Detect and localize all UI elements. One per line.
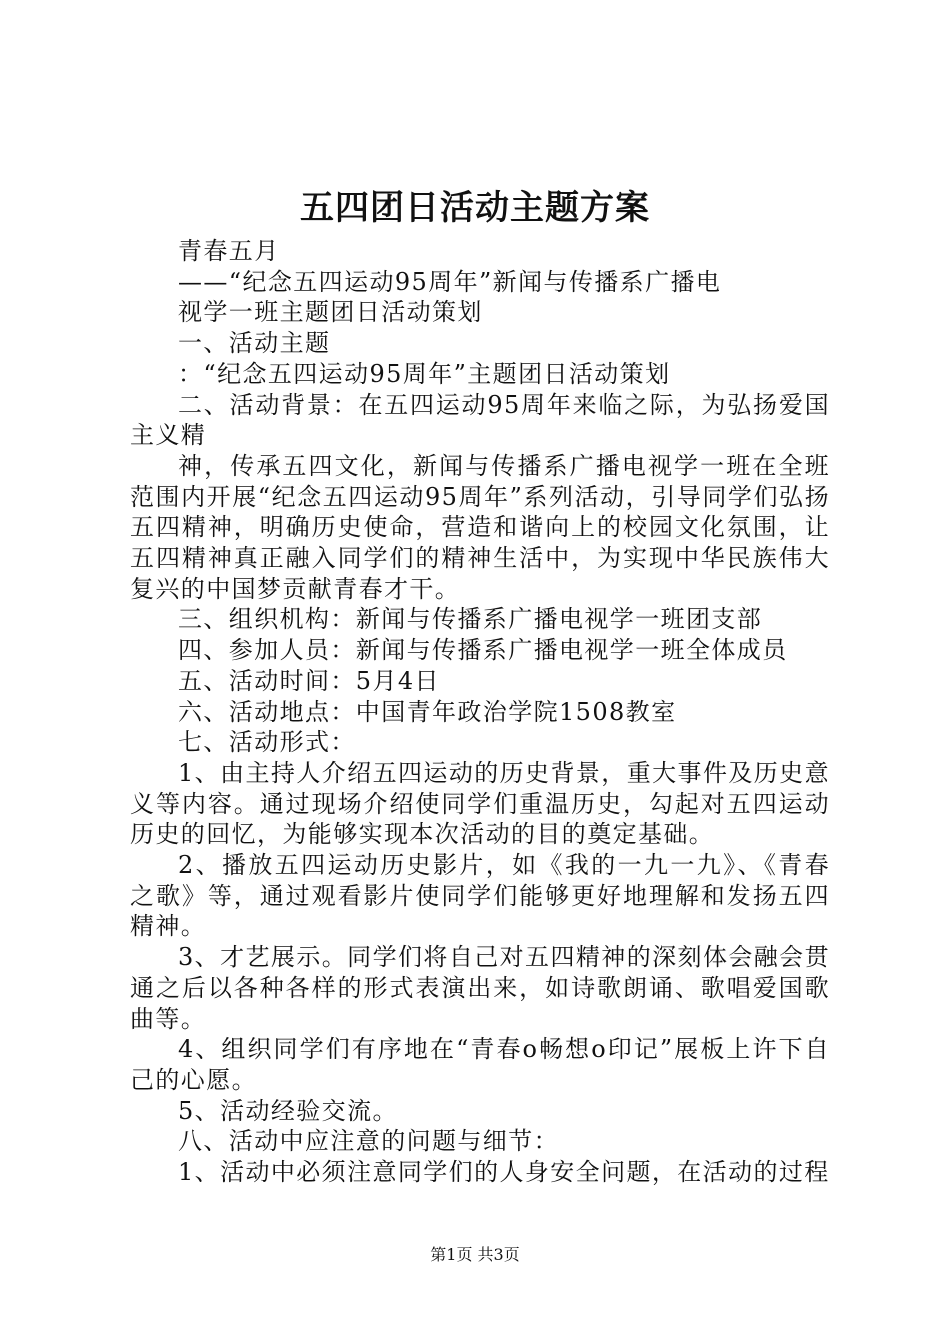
section-heading: 一、活动主题 — [178, 329, 331, 358]
section-heading: 四、参加人员：新闻与传播系广播电视学一班全体成员 — [178, 636, 788, 665]
paragraph-subtitle-line: ——“纪念五四运动95周年”新闻与传播系广播电 — [178, 267, 722, 296]
list-item: 5、活动经验交流。 — [178, 1096, 398, 1125]
paragraph: 神，传承五四文化，新闻与传播系广播电视学一班在全班范围内开展“纪念五四运动95周年”系列活动，引导同学们弘扬五四精神，明确历史使命，营造和谐向上的校园文化氛围，让五四精神真正融入同学们的精神生活中，为实现中华民族伟大复兴的中国梦贡献青春才干。 — [130, 451, 830, 603]
section-heading: 三、组织机构：新闻与传播系广播电视学一班团支部 — [178, 605, 763, 634]
list-item: 4、组织同学们有序地在“青春o畅想o印记”展板上许下自己的心愿。 — [130, 1035, 830, 1094]
paragraph: ：“纪念五四运动95周年”主题团日活动策划 — [178, 359, 671, 388]
section-heading: 二、活动背景：在五四运动95周年来临之际，为弘扬爱国主义精 — [130, 390, 830, 450]
section-heading: 七、活动形式： — [178, 728, 356, 757]
list-item: 2、播放五四运动历史影片，如《我的一九一九》、《青春之歌》等，通过观看影片使同学们能够更好地理解和发扬五四精神。 — [130, 851, 830, 941]
list-item: 1、由主持人介绍五四运动的历史背景，重大事件及历史意义等内容。通过现场介绍使同学们重温历史，勾起对五四运动历史的回忆，为能够实现本次活动的目的奠定基础。 — [130, 758, 830, 849]
document-title: 五四团日活动主题方案 — [300, 188, 650, 228]
paragraph-subtitle-line: 视学一班主题团日活动策划 — [178, 298, 483, 327]
paragraph-subtitle: 青春五月 — [178, 237, 280, 265]
page-footer: 第1页 共3页 — [430, 1245, 520, 1264]
document-body — [130, 236, 830, 1188]
section-heading: 六、活动地点：中国青年政治学院1508教室 — [178, 697, 677, 726]
section-heading: 五、活动时间：5月4日 — [178, 666, 440, 695]
section-heading: 八、活动中应注意的问题与细节： — [178, 1127, 559, 1156]
list-item: 3、才艺展示。同学们将自己对五四精神的深刻体会融会贯通之后以各种各样的形式表演出来，如诗歌朗诵、歌唱爱国歌曲等。 — [130, 943, 830, 1033]
list-item: 1、活动中必须注意同学们的人身安全问题，在活动的过程 — [178, 1158, 830, 1187]
